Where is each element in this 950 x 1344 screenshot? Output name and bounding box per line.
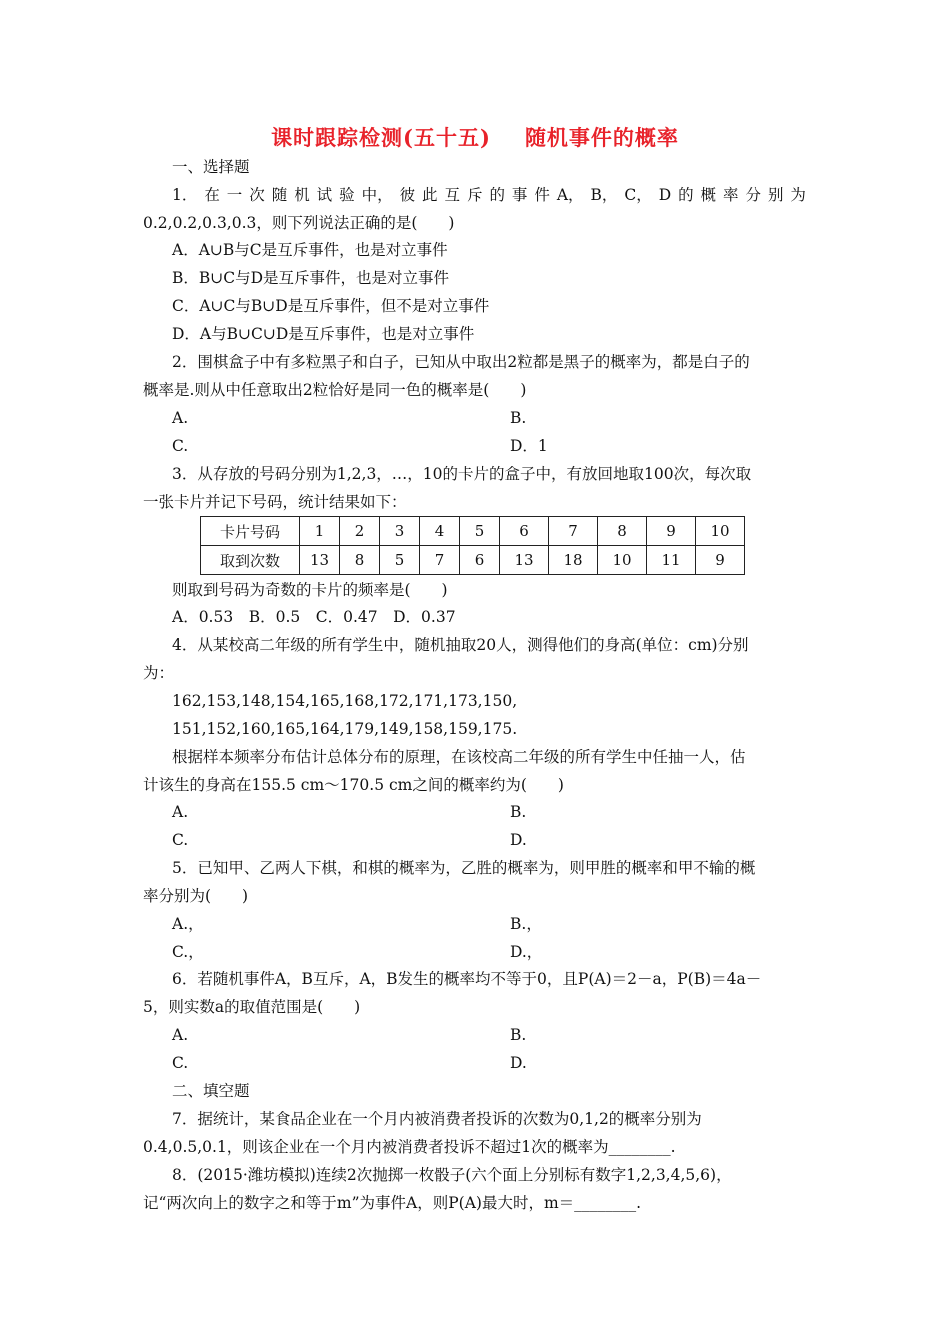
question-4-stem-cont: 为：	[143, 664, 175, 682]
question-2-stem-cont: 概率是.则从中任意取出2粒恰好是同一色的概率是( )	[143, 381, 527, 399]
question-2-stem: 2．围棋盒子中有多粒黑子和白子，已知从中取出2粒都是黑子的概率为，都是白子的	[172, 353, 750, 371]
question-3-ask: 则取到号码为奇数的卡片的频率是( )	[172, 581, 448, 599]
option-c: C．A∪C与B∪D是互斥事件，但不是对立事件	[172, 297, 490, 315]
option-a: A.	[172, 409, 189, 427]
table-cell: 7	[549, 517, 598, 546]
table-cell: 1	[300, 517, 340, 546]
page-title	[0, 122, 950, 152]
table-row	[201, 546, 745, 575]
title-main: 课时跟踪检测(五十五)	[271, 125, 491, 150]
section-heading: 二、填空题	[172, 1082, 250, 1100]
table-cell: 3	[380, 517, 420, 546]
option-b: B.，	[510, 915, 542, 933]
table-header-cell: 卡片号码	[201, 517, 300, 546]
table-cell: 4	[420, 517, 460, 546]
section-heading: 一、选择题	[172, 158, 250, 176]
table-cell: 8	[340, 546, 380, 575]
question-3-options: A．0.53 B．0.5 C．0.47 D．0.37	[172, 608, 456, 626]
table-cell: 18	[549, 546, 598, 575]
height-data-row: 151,152,160,165,164,179,149,158,159,175.	[172, 720, 518, 738]
table-row	[201, 517, 745, 546]
option-b: B.	[510, 1026, 527, 1044]
option-b: B.	[510, 409, 527, 427]
card-count-table	[200, 516, 745, 575]
table-cell: 6	[500, 517, 549, 546]
option-a: A.	[172, 803, 189, 821]
option-b: B．B∪C与D是互斥事件，也是对立事件	[172, 269, 450, 287]
table-cell: 10	[598, 546, 647, 575]
option-d: D.	[510, 831, 527, 849]
table-cell: 7	[420, 546, 460, 575]
question-8-stem: 8．(2015·潍坊模拟)连续2次抛掷一枚骰子(六个面上分别标有数字1,2,3,4,5,6)，	[172, 1166, 732, 1184]
table-cell: 13	[300, 546, 340, 575]
question-4-ask: 根据样本频率分布估计总体分布的原理，在该校高二年级的所有学生中任抽一人，估	[172, 748, 746, 766]
question-6-stem: 6．若随机事件A，B互斥，A，B发生的概率均不等于0，且P(A)＝2－a，P(B)＝4a－	[172, 970, 762, 988]
option-c: C.	[172, 437, 189, 455]
question-5-stem-cont: 率分别为( )	[143, 887, 249, 905]
question-8-stem-cont: 记“两次向上的数字之和等于m”为事件A，则P(A)最大时，m＝________.	[143, 1194, 642, 1212]
table-cell: 6	[460, 546, 500, 575]
option-a: A.	[172, 1026, 189, 1044]
title-sub: 随机事件的概率	[524, 125, 679, 150]
question-6-stem-cont: 5，则实数a的取值范围是( )	[143, 998, 361, 1016]
table-cell: 8	[598, 517, 647, 546]
question-1-stem-cont: 0.2,0.2,0.3,0.3，则下列说法正确的是( )	[143, 214, 455, 232]
table-cell: 9	[696, 546, 745, 575]
question-7-stem-cont: 0.4,0.5,0.1，则该企业在一个月内被消费者投诉不超过1次的概率为________.	[143, 1138, 676, 1156]
option-c: C.	[172, 831, 189, 849]
question-1-stem: 1． 在 一 次 随 机 试 验 中， 彼 此 互 斥 的 事 件 A， B， C， D 的 概 率 分 别 为	[172, 186, 806, 204]
option-d: D.，	[510, 943, 543, 961]
option-d: D．A与B∪C∪D是互斥事件，也是对立事件	[172, 325, 475, 343]
option-a: A.，	[172, 915, 204, 933]
question-7-stem: 7．据统计，某食品企业在一个月内被消费者投诉的次数为0,1,2的概率分别为	[172, 1110, 702, 1128]
table-cell: 2	[340, 517, 380, 546]
height-data-row: 162,153,148,154,165,168,172,171,173,150,	[172, 692, 518, 710]
question-3-stem: 3．从存放的号码分别为1,2,3，…，10的卡片的盒子中，有放回地取100次，每次取	[172, 465, 752, 483]
table-cell: 11	[647, 546, 696, 575]
option-d: D．1	[510, 437, 548, 455]
option-c: C.，	[172, 943, 204, 961]
table-cell: 10	[696, 517, 745, 546]
table-header-cell: 取到次数	[201, 546, 300, 575]
option-b: B.	[510, 803, 527, 821]
question-5-stem: 5．已知甲、乙两人下棋，和棋的概率为，乙胜的概率为，则甲胜的概率和甲不输的概	[172, 859, 756, 877]
option-a: A．A∪B与C是互斥事件，也是对立事件	[172, 241, 448, 259]
option-d: D.	[510, 1054, 527, 1072]
option-c: C.	[172, 1054, 189, 1072]
question-4-ask-cont: 计该生的身高在155.5 cm～170.5 cm之间的概率约为( )	[143, 776, 564, 794]
table-cell: 5	[460, 517, 500, 546]
table-cell: 9	[647, 517, 696, 546]
question-4-stem: 4．从某校高二年级的所有学生中，随机抽取20人，测得他们的身高(单位：cm)分别	[172, 636, 749, 654]
question-3-stem-cont: 一张卡片并记下号码，统计结果如下：	[143, 493, 407, 511]
table-cell: 5	[380, 546, 420, 575]
table-cell: 13	[500, 546, 549, 575]
